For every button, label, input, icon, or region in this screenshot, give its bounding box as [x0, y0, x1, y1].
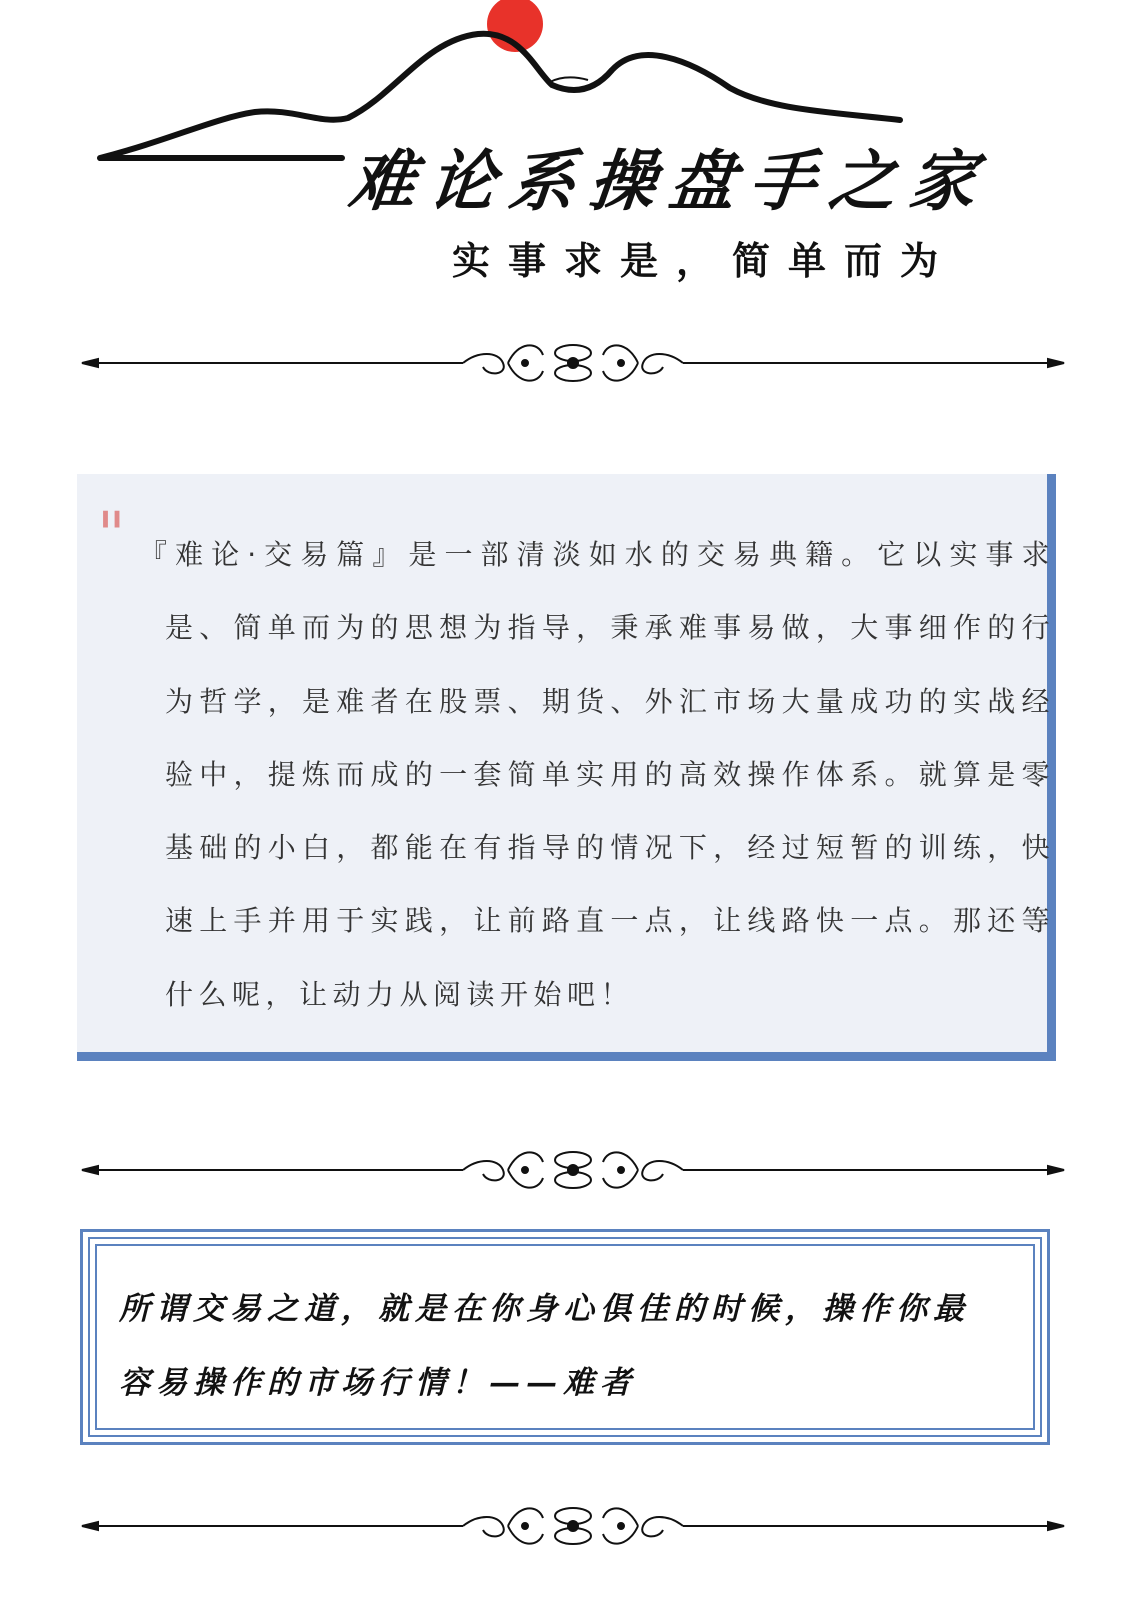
intro-quote-card	[77, 474, 1056, 1061]
motto-quote: 所谓交易之道，就是在你身心俱佳的时候，操作你最容易操作的市场行情！——难者	[119, 1291, 970, 1401]
ornament-divider	[78, 1500, 1068, 1552]
scroll-ornament-divider-icon	[78, 1500, 1068, 1552]
logo-header	[0, 0, 1146, 300]
scroll-ornament-divider-icon	[78, 1144, 1068, 1196]
quote-mark-icon: "	[97, 498, 126, 571]
ornament-divider	[78, 1144, 1068, 1196]
intro-paragraph: 『难论·交易篇』是一部清淡如水的交易典籍。它以实事求是、简单而为的思想为指导，秉承难事易做，大事细作的行为哲学，是难者在股票、期货、外汇市场大量成功的实战经验中，提炼而成的一套简单实用的高效操作体系。就算是零基础的小白，都能在有指导的情况下，经过短暂的训练，快速上手并用于实践，让前路直一点，让线路快一点。那还等什么呢，让动力从阅读开始吧！	[139, 538, 1055, 1011]
brand-title: 难论系操盘手之家	[345, 142, 994, 220]
scroll-ornament-divider-icon	[78, 337, 1068, 389]
ornament-divider	[78, 337, 1068, 389]
brand-slogan: 实事求是，简单而为	[452, 239, 957, 283]
motto-box	[80, 1229, 1050, 1445]
